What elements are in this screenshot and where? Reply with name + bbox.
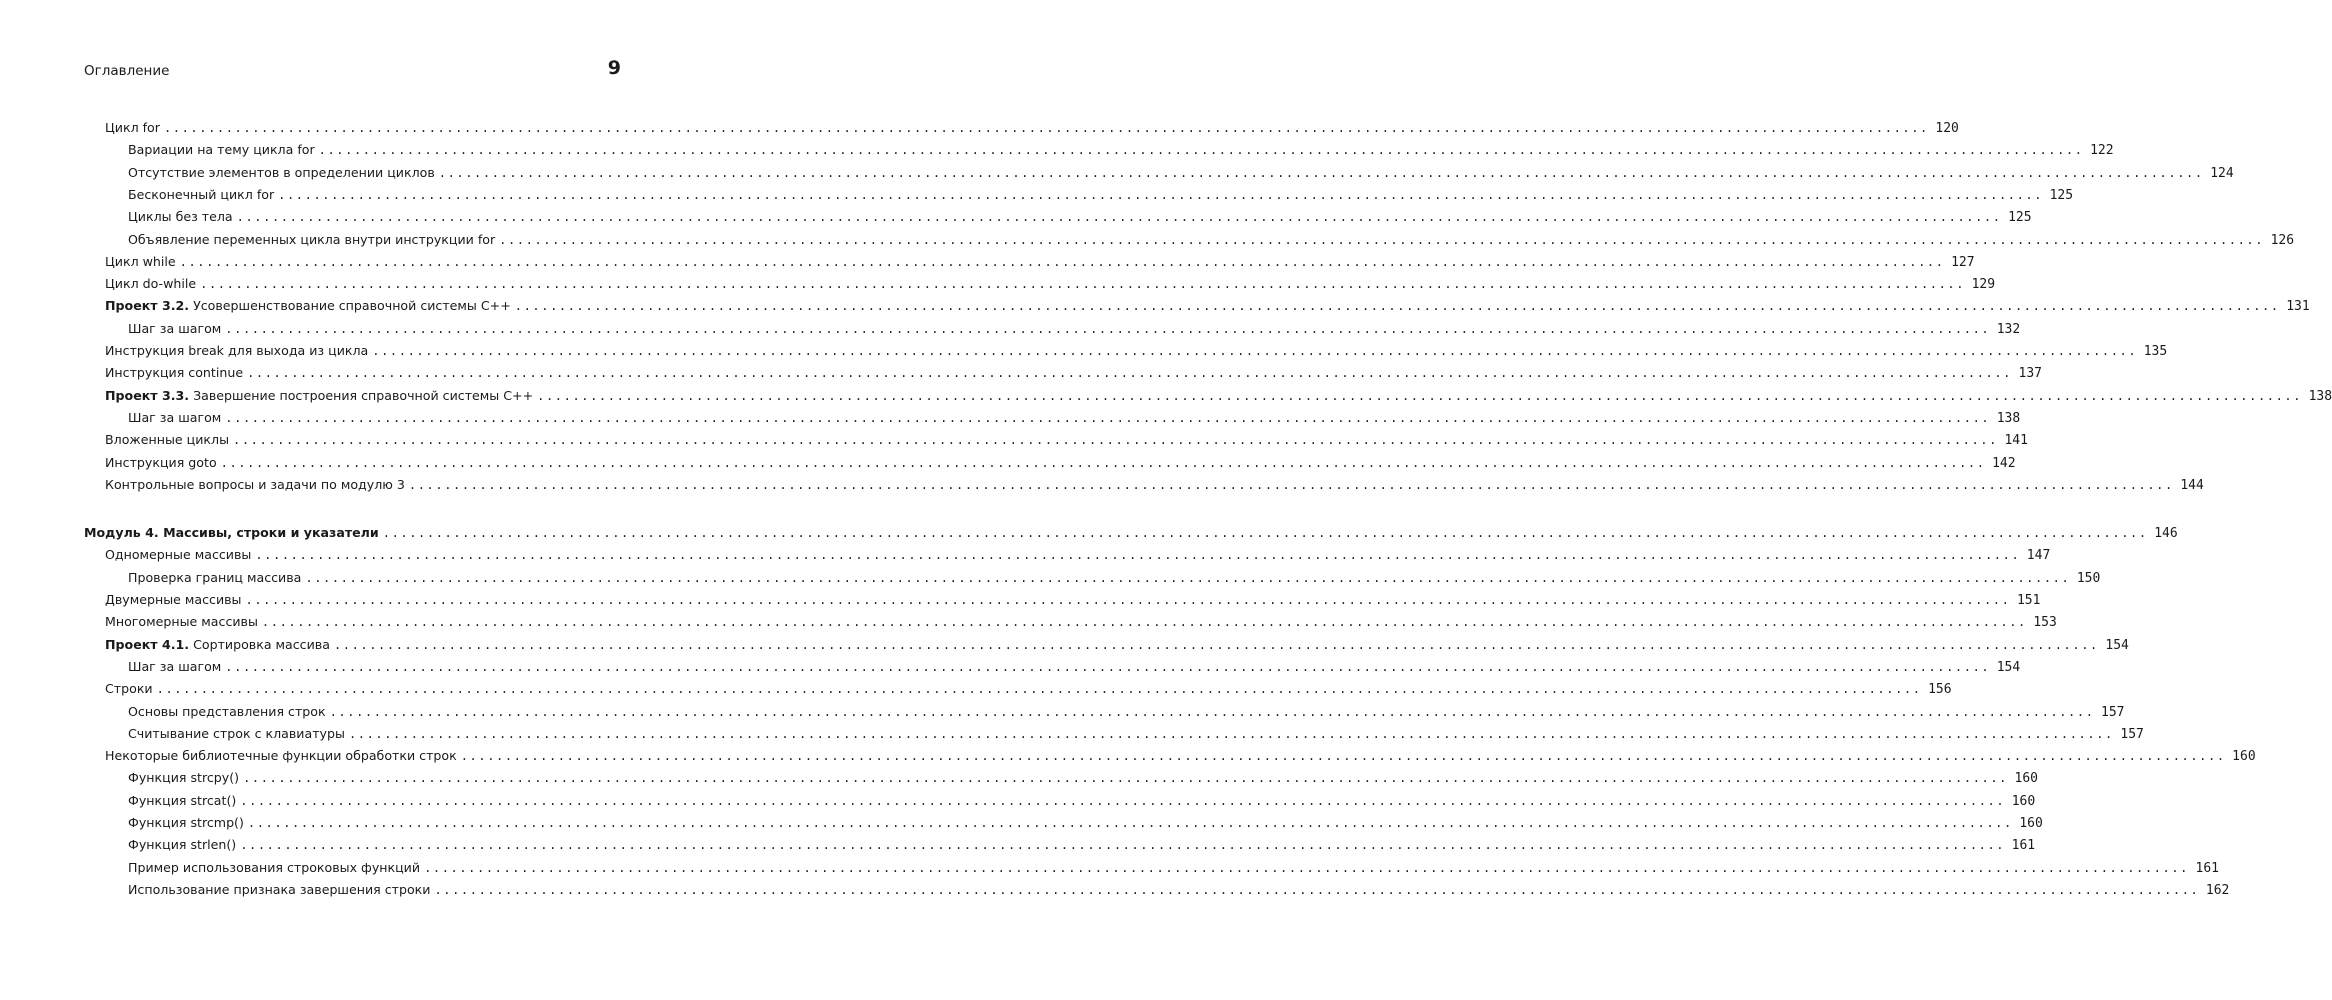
toc-project-prefix: Проект 3.3. [105, 387, 190, 403]
toc-entry [128, 318, 2021, 340]
toc-entry [105, 295, 2310, 317]
toc-project-prefix: Проект 3.2. [105, 298, 190, 314]
toc-entry-label [105, 429, 229, 451]
toc-entry-text: Шаг за шагом [128, 658, 222, 674]
toc-entry-label [105, 295, 511, 317]
toc-entry [105, 385, 2332, 407]
toc-entry-label [128, 184, 274, 206]
toc-entry [128, 656, 2021, 678]
toc-page-number: 154 [1996, 659, 2021, 675]
toc-page-number: 154 [2105, 637, 2129, 653]
toc-entry-label [128, 723, 345, 745]
toc-page-number: 131 [2286, 299, 2310, 315]
toc-page-number: 156 [1928, 682, 1952, 698]
toc-entry [105, 429, 2028, 451]
toc-page-number: 137 [2018, 366, 2042, 382]
toc-page-number: 125 [2008, 210, 2032, 226]
toc-module-heading [84, 522, 2178, 544]
toc-page-number: 151 [2016, 593, 2041, 608]
toc-entry-label [105, 544, 251, 566]
toc-dot-leader: ........................................................................................................................................................................................................ [245, 593, 2011, 607]
toc-dot-leader: ........................................................................................................................................................................................................ [318, 143, 2084, 158]
toc-entry-label [128, 229, 495, 251]
toc-page-number: 160 [2014, 771, 2038, 787]
toc-entry-label [128, 139, 315, 161]
toc-entry-text: Строки [105, 681, 153, 697]
toc-entry [128, 879, 2230, 901]
toc-page-number: 122 [2090, 143, 2114, 159]
toc-page-number: 138 [1996, 410, 2021, 426]
toc-entry-label [105, 251, 176, 273]
toc-entry [128, 790, 2036, 812]
toc-entry-label [105, 117, 160, 139]
toc-entry [105, 117, 1959, 139]
toc-dot-leader: ........................................................................................................................................................................................................ [424, 860, 2189, 875]
toc-entry-text: Некоторые библиотечные функции обработки строк [105, 748, 457, 764]
toc-dot-leader: ........................................................................................................................................................................................................ [408, 477, 2174, 492]
toc-entry [128, 162, 2234, 184]
toc-entry-label [105, 452, 217, 474]
toc-entry-label [128, 206, 233, 228]
toc-dot-leader: ........................................................................................................................................................................................................ [255, 548, 2021, 563]
toc-entry-text: Цикл while [105, 253, 176, 269]
toc-entry-label [128, 407, 221, 429]
toc-page-number: 120 [1935, 121, 1959, 136]
toc-entry-label [105, 678, 153, 700]
toc-entry [105, 611, 2057, 633]
toc-entry [128, 206, 2032, 228]
toc-page-number: 141 [2004, 433, 2028, 449]
toc-entry-text: Цикл do-while [105, 276, 197, 292]
toc-dot-leader: ........................................................................................................................................................................................................ [333, 637, 2099, 652]
toc-entry-label [128, 767, 239, 789]
toc-entry-label [105, 385, 533, 407]
toc-page-number: 157 [2101, 704, 2125, 720]
toc-entry-text: Функция strcpy() [128, 770, 240, 786]
toc-entry-text: Шаг за шагом [128, 320, 222, 336]
toc-entry-label [128, 857, 420, 879]
toc-dot-leader: ........................................................................................................................................................................................................ [163, 121, 1929, 135]
toc-page-number: 160 [2011, 793, 2036, 809]
toc-entry-text: Считывание строк с клавиатуры [128, 725, 345, 741]
toc-entry [128, 812, 2043, 834]
toc-entry-label [105, 611, 258, 633]
toc-entry [105, 634, 2129, 656]
toc-entry [128, 567, 2101, 589]
toc-entry-label [105, 745, 457, 767]
toc-entry-text: Использование признака завершения строки [128, 881, 431, 897]
toc-entry [105, 452, 2016, 474]
toc-entry-text: Шаг за шагом [128, 409, 222, 425]
toc-dot-leader: ........................................................................................................................................................................................................ [372, 344, 2138, 358]
toc-entry-label [128, 318, 221, 340]
toc-dot-leader: ........................................................................................................................................................................................................ [179, 254, 1945, 269]
toc-entry-label [128, 812, 244, 834]
toc-dot-leader: ........................................................................................................................................................................................................ [240, 793, 2006, 808]
toc-entry-label [128, 162, 435, 184]
toc-entry-text: Одномерные массивы [105, 547, 252, 563]
toc-page-number: 126 [2270, 232, 2295, 248]
toc-page-number: 142 [1992, 455, 2016, 471]
toc-page-number: 146 [2154, 526, 2178, 542]
toc-entry-label [128, 790, 236, 812]
toc-entry [105, 362, 2042, 384]
toc-project-prefix: Проект 4.1. [105, 636, 190, 652]
toc-entry-text: Сортировка массива [189, 636, 330, 652]
toc-entry-text: Объявление переменных цикла внутри инструкции for [128, 231, 496, 247]
toc-dot-leader: ........................................................................................................................................................................................................ [434, 882, 2200, 897]
toc-entry-text: Усовершенствование справочной системы С++ [189, 298, 511, 314]
toc-page-number: 162 [2205, 882, 2230, 898]
toc-entry-text: Инструкция break для выхода из цикла [105, 343, 369, 358]
toc-page-number: 144 [2180, 477, 2204, 493]
toc-entry-label [105, 474, 405, 496]
toc-entry-label [105, 340, 368, 362]
toc-page-number: 157 [2120, 726, 2144, 742]
running-header-title: Оглавление [84, 63, 170, 79]
toc-entry [105, 544, 2051, 566]
toc-page-number: 124 [2210, 165, 2234, 181]
toc-entry-text: Модуль 4. Массивы, строки и указатели [84, 525, 379, 541]
toc-entry-text: Двумерные массивы [105, 592, 242, 607]
toc-page-number: 153 [2033, 615, 2057, 631]
toc-entry [128, 184, 2074, 206]
toc-dot-leader: ........................................................................................................................................................................................................ [200, 277, 1966, 292]
toc-entry-text: Функция strcmp() [128, 815, 244, 830]
toc-dot-leader: ........................................................................................................................................................................................................ [438, 165, 2204, 180]
toc-page-number: 132 [1996, 321, 2021, 337]
toc-dot-leader: ........................................................................................................................................................................................................ [329, 704, 2095, 719]
toc-dot-leader: ........................................................................................................................................................................................................ [499, 232, 2265, 247]
toc-entry [128, 407, 2021, 429]
toc-dot-leader: ........................................................................................................................................................................................................ [261, 615, 2027, 630]
toc-entry [128, 701, 2125, 723]
toc-entry-text: Контрольные вопросы и задачи по модулю 3 [105, 476, 405, 492]
toc-entry [105, 745, 2256, 767]
toc-entry-text: Бесконечный цикл for [128, 186, 275, 202]
toc-page-number: 150 [2076, 570, 2101, 586]
toc-dot-leader: ........................................................................................................................................................................................................ [233, 433, 1998, 448]
toc-entry-text: Отсутствие элементов в определении циклов [128, 164, 435, 180]
toc-dot-leader: ........................................................................................................................................................................................................ [156, 682, 1922, 697]
toc-entry-text: Завершение построения справочной системы С++ [189, 387, 534, 403]
toc-entry [105, 474, 2204, 496]
toc-dot-leader: ........................................................................................................................................................................................................ [225, 659, 1991, 674]
toc-entry-text: Инструкция continue [105, 365, 244, 381]
toc-page-number: 127 [1951, 254, 1975, 270]
toc-entry-text: Вариации на тему цикла for [128, 142, 315, 158]
toc-entry-label [105, 362, 243, 384]
toc-page-number: 135 [2143, 344, 2168, 359]
toc-entry [105, 273, 1996, 295]
toc-page-number: 147 [2026, 548, 2051, 564]
toc-entry-label [105, 589, 242, 611]
toc-entry-text: Вложенные циклы [105, 432, 230, 448]
toc-entry-label [128, 567, 301, 589]
toc-dot-leader: ........................................................................................................................................................................................................ [247, 366, 2012, 381]
toc-dot-leader: ........................................................................................................................................................................................................ [537, 388, 2303, 403]
toc-entry-label [105, 273, 196, 295]
toc-page-number: 161 [2195, 860, 2219, 876]
toc-page-number: 160 [2019, 816, 2043, 831]
toc-entry [128, 139, 2114, 161]
toc-entry [128, 857, 2219, 879]
toc-entry-text: Пример использования строковых функций [128, 859, 421, 875]
toc-entry-label [128, 834, 236, 856]
toc-page-number: 161 [2011, 838, 2036, 854]
toc-dot-leader: ........................................................................................................................................................................................................ [278, 187, 2044, 202]
toc-entry [105, 340, 2168, 362]
toc-dot-leader: ........................................................................................................................................................................................................ [220, 455, 1986, 470]
toc-entry-text: Цикл for [105, 120, 160, 135]
toc-dot-leader: ........................................................................................................................................................................................................ [460, 749, 2226, 764]
toc-entry-label [84, 522, 379, 544]
toc-dot-leader: ........................................................................................................................................................................................................ [348, 726, 2114, 741]
toc-entry-text: Проверка границ массива [128, 569, 302, 585]
toc-entry [128, 767, 2038, 789]
toc-entry-text: Инструкция goto [105, 454, 217, 470]
toc-dot-leader: ........................................................................................................................................................................................................ [225, 410, 1991, 425]
toc-entry-label [105, 634, 330, 656]
toc-entry [105, 678, 1952, 700]
toc-entry-text: Основы представления строк [128, 703, 326, 719]
toc-entry [128, 834, 2036, 856]
toc-dot-leader: ........................................................................................................................................................................................................ [305, 570, 2071, 585]
toc-page-number: 129 [1971, 277, 1996, 293]
toc-entry [128, 229, 2295, 251]
toc-dot-leader: ........................................................................................................................................................................................................ [382, 526, 2148, 541]
toc-entry [105, 251, 1975, 273]
toc-entry-text: Многомерные массивы [105, 614, 258, 630]
toc-entry-text: Функция strlen() [128, 837, 237, 853]
toc-entry-label [128, 701, 326, 723]
toc-entry-text: Функция strcat() [128, 792, 237, 808]
toc-entry-text: Циклы без тела [128, 209, 233, 225]
toc-page-number: 160 [2232, 749, 2256, 765]
toc-dot-leader: ........................................................................................................................................................................................................ [247, 816, 2013, 830]
toc-entry [128, 723, 2144, 745]
toc-page-number: 125 [2049, 187, 2074, 203]
toc-page-number: 138 [2308, 388, 2332, 404]
toc-dot-leader: ........................................................................................................................................................................................................ [236, 210, 2002, 225]
toc-entry [105, 589, 2041, 611]
toc-entry-label [128, 656, 221, 678]
page-number: 9 [607, 57, 621, 79]
toc-dot-leader: ........................................................................................................................................................................................................ [514, 299, 2280, 314]
toc-dot-leader: ........................................................................................................................................................................................................ [225, 321, 1991, 336]
toc-dot-leader: ........................................................................................................................................................................................................ [240, 838, 2006, 853]
toc-entry-label [128, 879, 430, 901]
toc-dot-leader: ........................................................................................................................................................................................................ [243, 771, 2008, 786]
